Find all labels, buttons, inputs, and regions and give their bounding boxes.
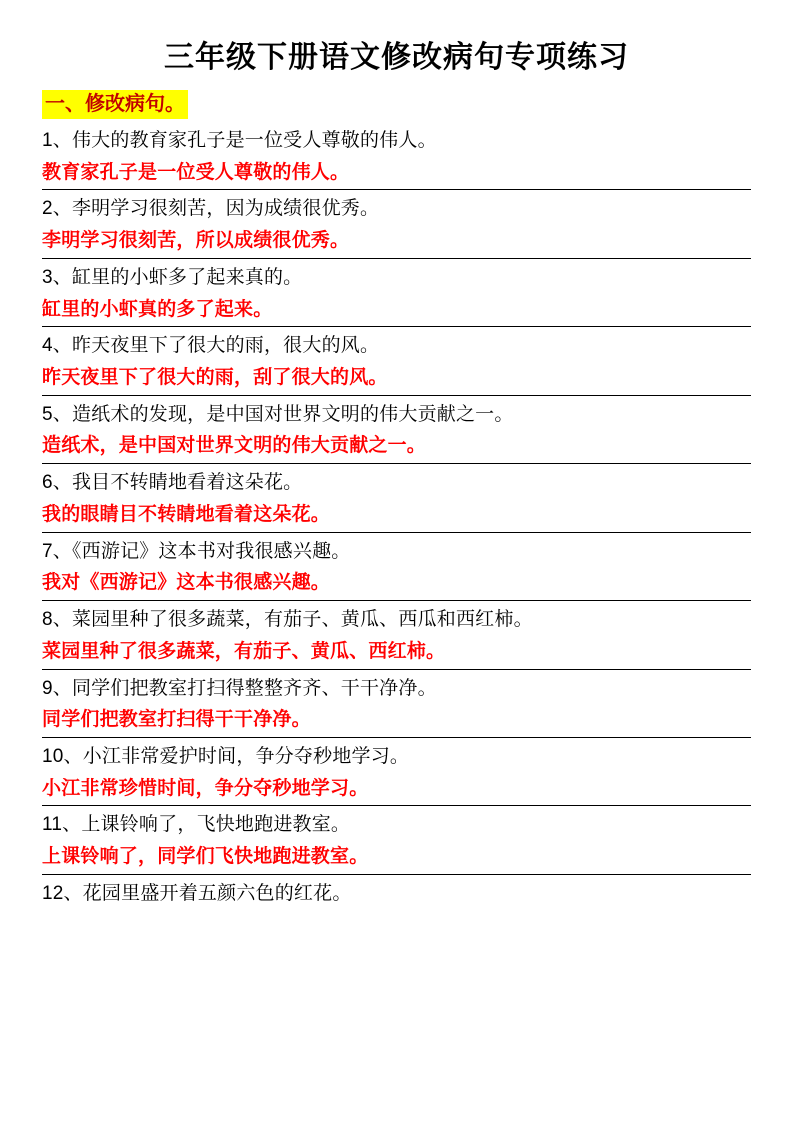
answer-text: 我的眼睛目不转睛地看着这朵花。 (42, 500, 751, 533)
answer-text: 同学们把教室打扫得干干净净。 (42, 705, 751, 738)
answer-text: 小江非常珍惜时间，争分夺秒地学习。 (42, 774, 751, 807)
list-item (42, 809, 751, 874)
list-item (42, 741, 751, 806)
question-text: 6、我目不转睛地看着这朵花。 (42, 472, 303, 494)
list-item (42, 604, 751, 669)
question-text: 9、同学们把教室打扫得整整齐齐、干干净净。 (42, 677, 437, 699)
answer-text: 教育家孔子是一位受人尊敬的伟人。 (42, 158, 751, 191)
answer-text: 上课铃响了，同学们飞快地跑进教室。 (42, 842, 751, 875)
question-text: 2、李明学习很刻苦，因为成绩很优秀。 (42, 198, 380, 220)
answer-text: 我对《西游记》这本书很感兴趣。 (42, 568, 751, 601)
list-item (42, 399, 751, 464)
list-item (42, 125, 751, 190)
question-text: 12、花园里盛开着五颜六色的红花。 (42, 882, 352, 904)
exercise-list (42, 125, 751, 910)
list-item (42, 536, 751, 601)
answer-text: 昨天夜里下了很大的雨，刮了很大的风。 (42, 363, 751, 396)
page-title: 三年级下册语文修改病句专项练习 (164, 41, 629, 74)
list-item (42, 193, 751, 258)
section-heading-wrapper (42, 90, 751, 125)
question-text: 10、小江非常爱护时间，争分夺秒地学习。 (42, 745, 410, 767)
list-item (42, 878, 751, 911)
question-text: 3、缸里的小虾多了起来真的。 (42, 266, 303, 288)
question-text: 1、伟大的教育家孔子是一位受人尊敬的伟人。 (42, 130, 437, 151)
list-item (42, 330, 751, 395)
question-text: 5、造纸术的发现，是中国对世界文明的伟大贡献之一。 (42, 403, 514, 425)
section-heading: 一、修改病句。 (42, 90, 188, 119)
question-text: 7、《西游记》这本书对我很感兴趣。 (42, 540, 351, 562)
answer-text: 缸里的小虾真的多了起来。 (42, 295, 751, 328)
answer-text: 造纸术，是中国对世界文明的伟大贡献之一。 (42, 431, 751, 464)
list-item (42, 262, 751, 327)
answer-text: 菜园里种了很多蔬菜，有茄子、黄瓜、西红柿。 (42, 637, 751, 670)
list-item (42, 673, 751, 738)
question-text: 8、菜园里种了很多蔬菜，有茄子、黄瓜、西瓜和西红柿。 (42, 609, 533, 631)
question-text: 11、上课铃响了，飞快地跑进教室。 (42, 814, 351, 836)
list-item (42, 467, 751, 532)
question-text: 4、昨天夜里下了很大的雨，很大的风。 (42, 335, 380, 357)
answer-text: 李明学习很刻苦，所以成绩很优秀。 (42, 226, 751, 259)
